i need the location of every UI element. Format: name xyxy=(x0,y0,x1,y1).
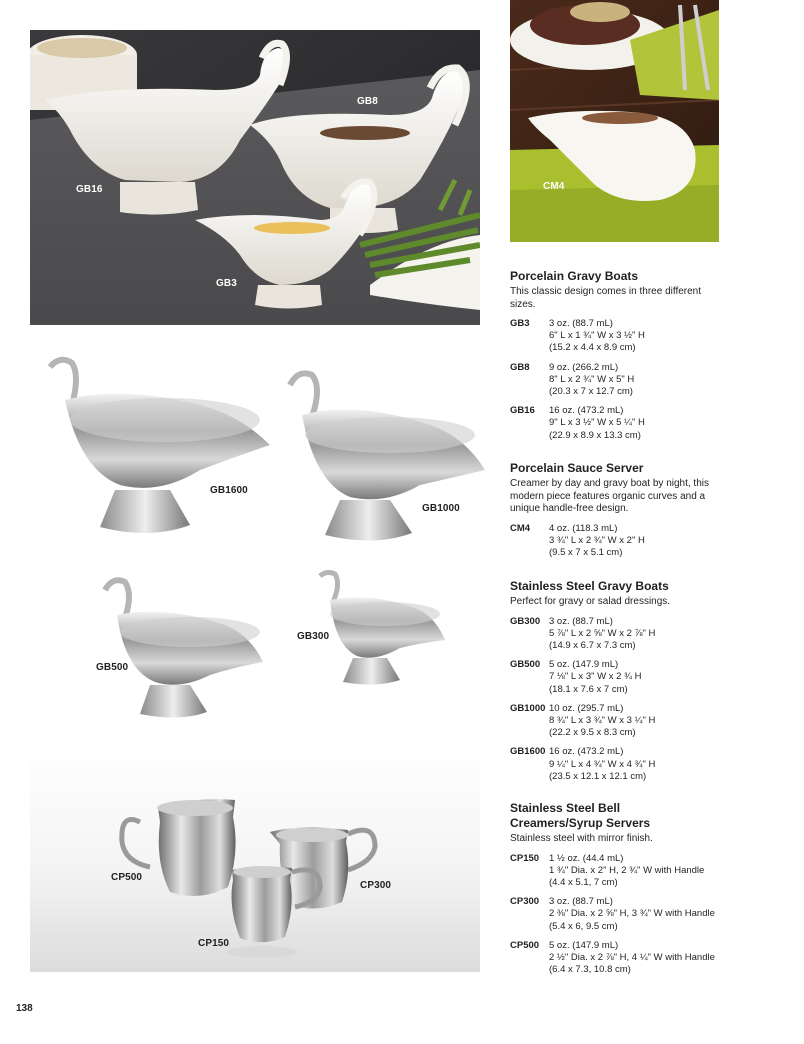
photo-label-gb500: GB500 xyxy=(96,662,129,673)
product-code: GB1600 xyxy=(510,746,546,758)
photo-label-gb3: GB3 xyxy=(216,278,237,289)
spec-dimensions-in: 7 ⅛" L x 3" W x 2 ¾ H xyxy=(549,671,642,683)
section-title: Stainless Steel Gravy Boats xyxy=(510,579,669,593)
product-spec-item xyxy=(510,703,725,740)
product-code: GB16 xyxy=(510,405,535,417)
spec-dimensions-cm: (6.4 x 7.3, 10.8 cm) xyxy=(549,964,631,976)
bell-creamers-photo xyxy=(30,742,480,972)
photo-label-gb16: GB16 xyxy=(76,184,103,195)
product-spec-item xyxy=(510,659,725,696)
stainless-large-gravy-boats-photo xyxy=(40,355,490,550)
spec-capacity: 9 oz. (266.2 mL) xyxy=(549,361,619,373)
photo-label-gb8: GB8 xyxy=(357,96,378,107)
product-code: GB3 xyxy=(510,318,530,329)
product-spec-item xyxy=(510,853,725,890)
spec-dimensions-in: 3 ¾" L x 2 ¾" W x 2" H xyxy=(549,534,645,546)
spec-dimensions-cm: (23.5 x 12.1 x 12.1 cm) xyxy=(549,770,647,782)
spec-capacity: 5 oz. (147.9 mL) xyxy=(549,659,619,671)
spec-dimensions-cm: (18.1 x 7.6 x 7 cm) xyxy=(549,683,628,695)
section-porcelain-gravy-boats xyxy=(510,269,725,449)
product-spec-item xyxy=(510,940,725,977)
stainless-small-gravy-boats-photo xyxy=(95,570,455,725)
spec-dimensions-in: 2 ½" Dia. x 2 ⅞" H, 4 ¼" W with Handle xyxy=(549,951,715,963)
photo-label-cp150: CP150 xyxy=(198,938,230,949)
product-spec-item xyxy=(510,362,725,399)
product-spec-item xyxy=(510,746,725,783)
section-description: Perfect for gravy or salad dressings. xyxy=(510,596,671,607)
spec-dimensions-in: 2 ⅜" Dia. x 2 ⅝" H, 3 ¾" W with Handle xyxy=(549,908,715,920)
spec-dimensions-in: 1 ¾" Dia. x 2" H, 2 ¾" W with Handle xyxy=(549,864,705,876)
spec-capacity: 4 oz. (118.3 mL) xyxy=(549,522,618,534)
section-title: Porcelain Gravy Boats xyxy=(510,269,639,283)
spec-dimensions-in: 6" L x 1 ¾" W x 3 ½" H xyxy=(549,330,645,342)
spec-capacity: 3 oz. (88.7 mL) xyxy=(549,615,613,627)
sauce-server-photo xyxy=(510,0,719,242)
spec-dimensions-in: 9 ¼" L x 4 ¾" W x 4 ¾" H xyxy=(549,758,656,770)
product-spec-item xyxy=(510,896,725,933)
product-spec-item xyxy=(510,616,725,653)
photo-label-cm4: CM4 xyxy=(543,181,565,192)
product-spec-item xyxy=(510,318,725,355)
spec-dimensions-in: 8 ¾" L x 3 ¾" W x 3 ¼" H xyxy=(549,714,656,726)
spec-dimensions-cm: (5.4 x 6, 9.5 cm) xyxy=(549,920,618,932)
section-title: Stainless Steel Bell Creamers/Syrup Servers xyxy=(510,801,651,830)
photo-label-cp500: CP500 xyxy=(111,872,143,883)
photo-label-gb1600: GB1600 xyxy=(210,485,248,496)
product-code: GB1000 xyxy=(510,702,546,714)
spec-dimensions-cm: (9.5 x 7 x 5.1 cm) xyxy=(549,546,623,558)
spec-dimensions-in: 8" L x 2 ¾" W x 5" H xyxy=(549,373,635,385)
spec-dimensions-cm: (4.4 x 5.1, 7 cm) xyxy=(549,876,618,888)
product-code: GB300 xyxy=(510,615,541,627)
spec-capacity: 16 oz. (473.2 mL) xyxy=(549,405,624,417)
porcelain-gravy-boats-photo xyxy=(30,30,480,325)
spec-dimensions-cm: (22.9 x 8.9 x 13.3 cm) xyxy=(549,429,641,441)
spec-dimensions-in: 9" L x 3 ½" W x 5 ¼" H xyxy=(549,417,645,429)
section-title: Porcelain Sauce Server xyxy=(510,461,644,475)
spec-dimensions-cm: (14.9 x 6.7 x 7.3 cm) xyxy=(549,639,636,651)
photo-label-cp300: CP300 xyxy=(360,880,392,891)
section-description: Creamer by day and gravy boat by night, this modern piece features organic curves and a unique handle-free design. xyxy=(510,478,709,514)
section-porcelain-sauce-server xyxy=(510,461,725,566)
product-code: CP150 xyxy=(510,852,540,864)
product-code: CM4 xyxy=(510,522,531,534)
product-spec-item xyxy=(510,523,725,560)
product-spec-item xyxy=(510,405,725,442)
spec-dimensions-cm: (15.2 x 4.4 x 8.9 cm) xyxy=(549,342,636,354)
photo-label-gb1000: GB1000 xyxy=(422,503,460,514)
spec-dimensions-cm: (20.3 x 7 x 12.7 cm) xyxy=(549,386,633,398)
spec-capacity: 10 oz. (295.7 mL) xyxy=(549,702,624,714)
spec-capacity: 16 oz. (473.2 mL) xyxy=(549,746,624,758)
page-number: 138 xyxy=(16,1003,33,1014)
product-code: CP500 xyxy=(510,939,540,951)
spec-capacity: 3 oz. (88.7 mL) xyxy=(549,896,613,908)
section-stainless-steel-bell-creamers xyxy=(510,801,725,983)
product-code: GB8 xyxy=(510,361,530,373)
section-description: Stainless steel with mirror finish. xyxy=(510,833,653,844)
product-code: GB500 xyxy=(510,659,541,671)
spec-dimensions-cm: (22.2 x 9.5 x 8.3 cm) xyxy=(549,727,636,739)
spec-capacity: 3 oz. (88.7 mL) xyxy=(549,318,613,329)
section-description: This classic design comes in three different sizes. xyxy=(510,286,702,310)
spec-capacity: 5 oz. (147.9 mL) xyxy=(549,939,619,951)
spec-capacity: 1 ½ oz. (44.4 mL) xyxy=(549,852,624,864)
photo-label-gb300: GB300 xyxy=(297,631,330,642)
spec-dimensions-in: 5 ⅞" L x 2 ⅝" W x 2 ⅞" H xyxy=(549,627,656,639)
section-stainless-steel-gravy-boats xyxy=(510,579,725,790)
product-code: CP300 xyxy=(510,896,540,908)
